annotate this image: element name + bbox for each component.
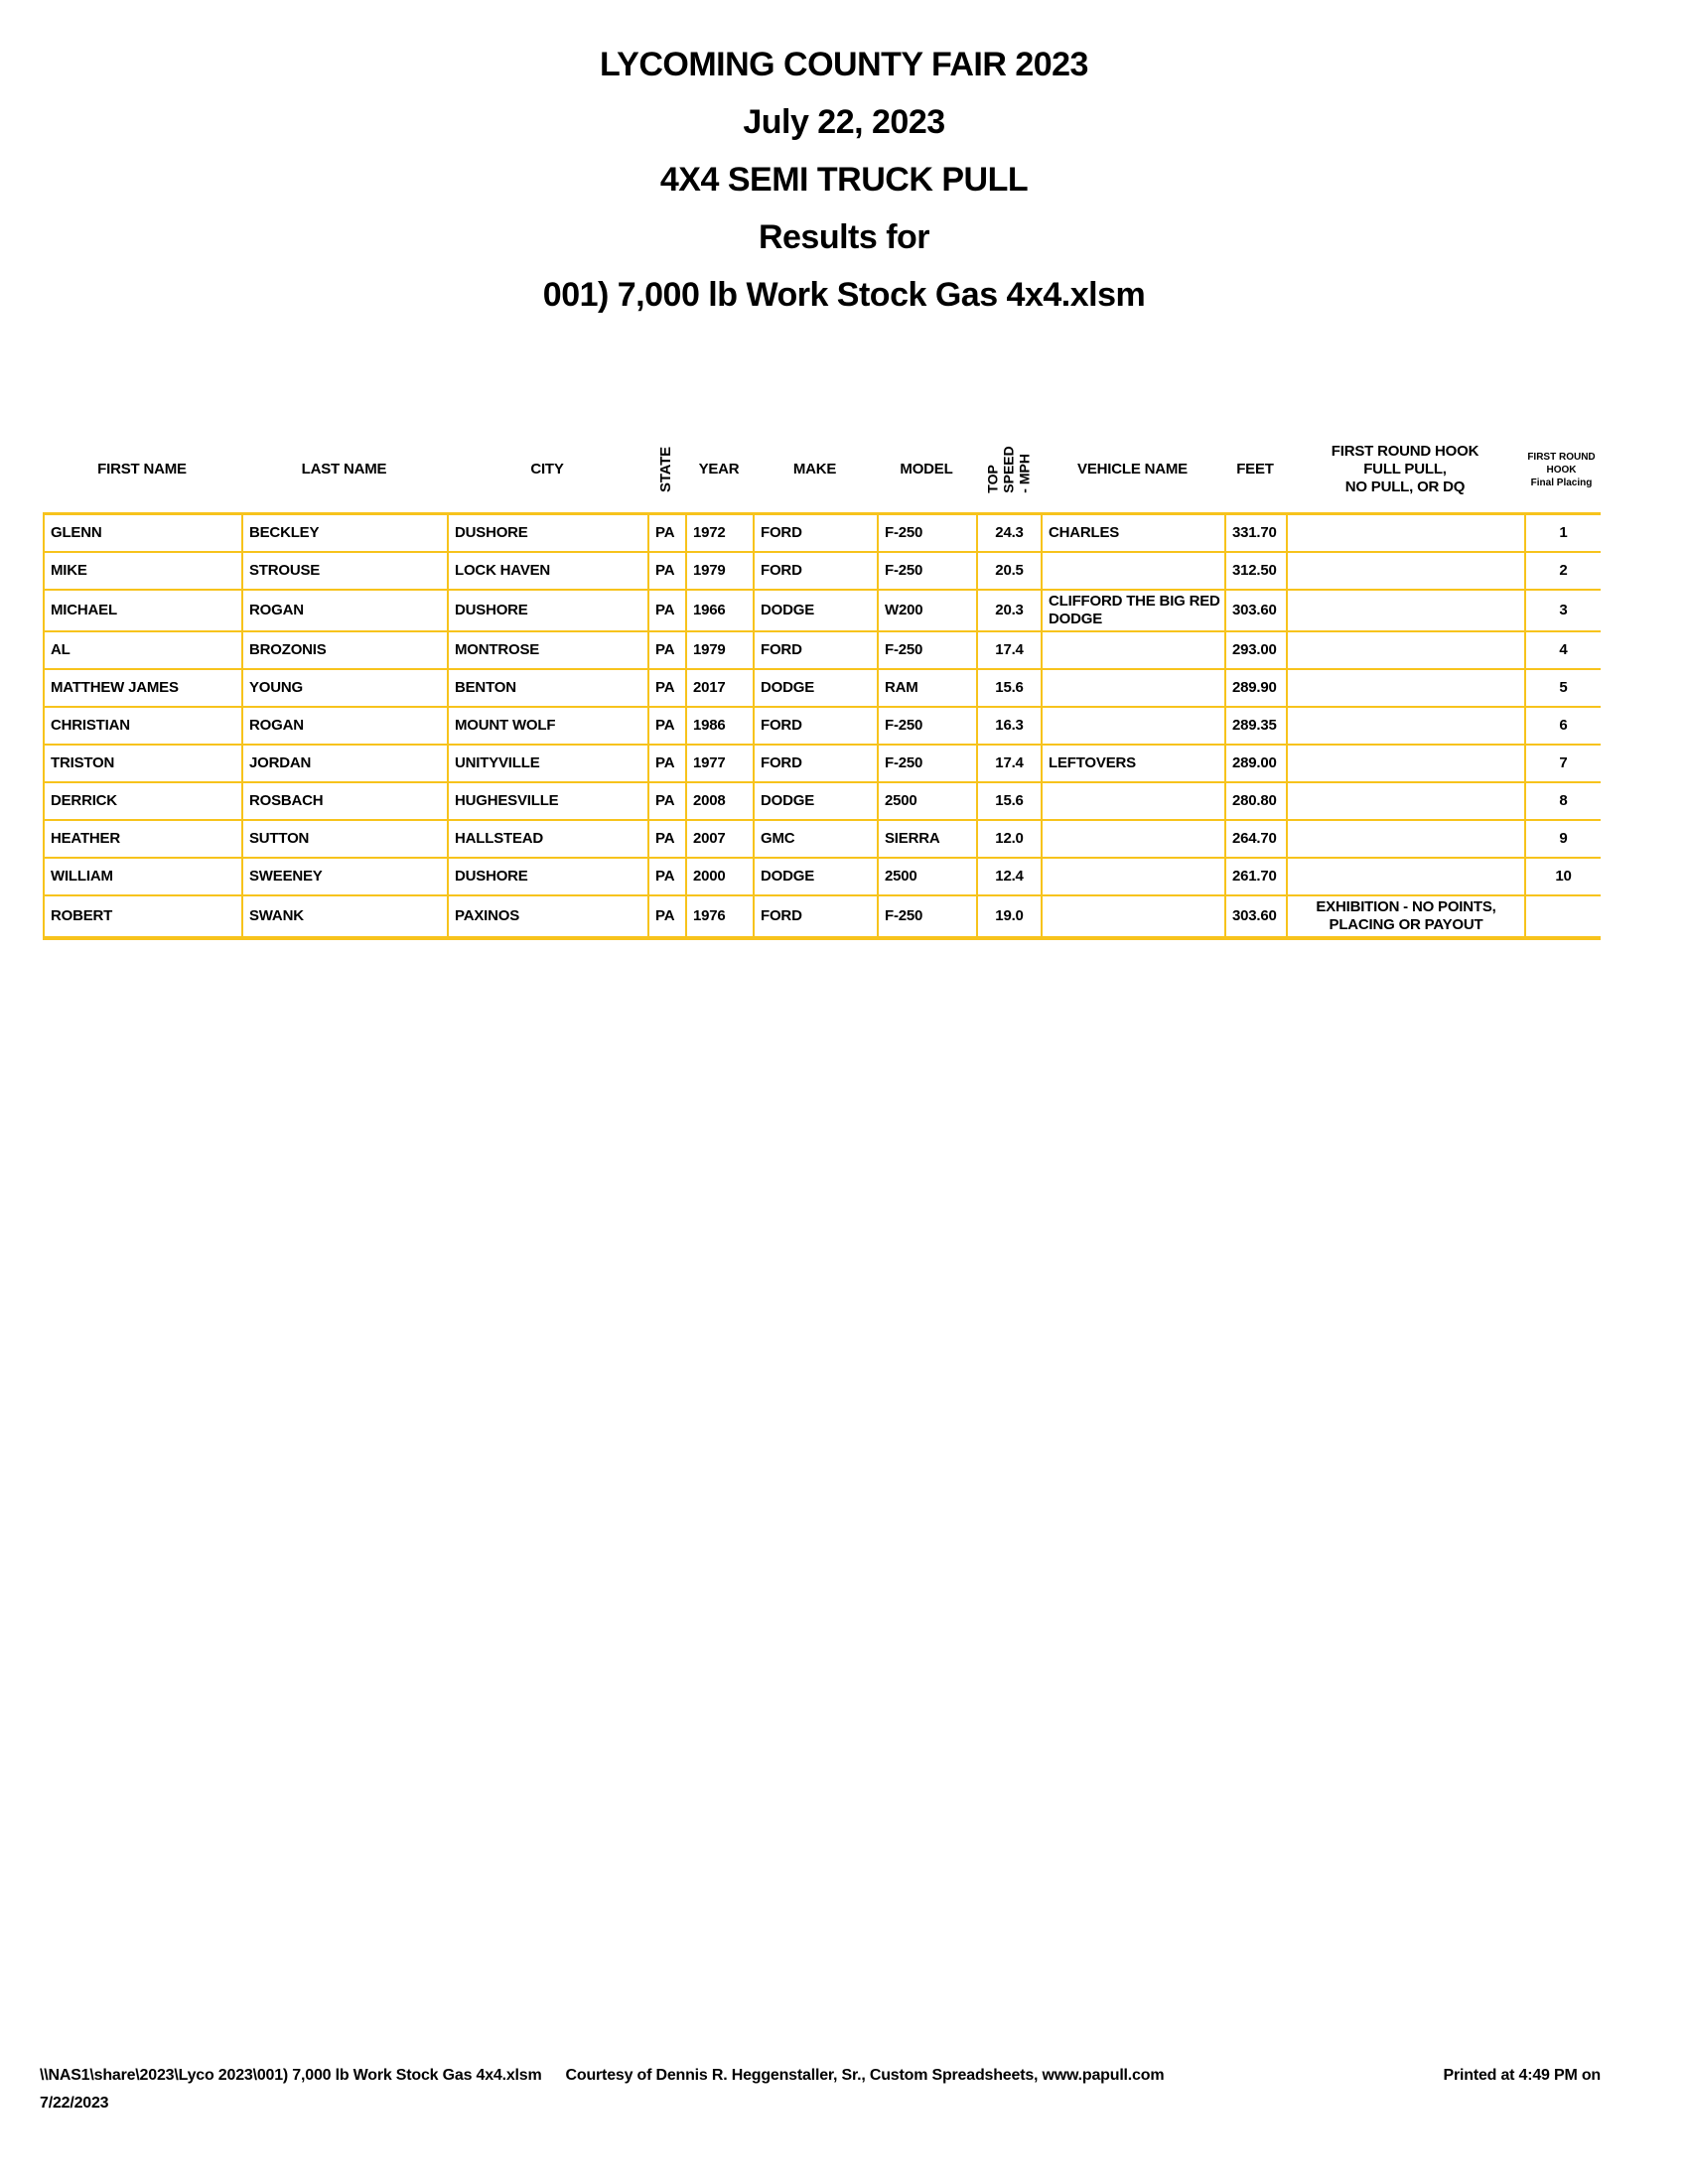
- cell-top-speed: 20.5: [978, 553, 1043, 589]
- class-file-title: 001) 7,000 lb Work Stock Gas 4x4.xlsm: [542, 276, 1146, 314]
- cell-make: FORD: [755, 515, 879, 551]
- cell-model: 2500: [879, 783, 978, 819]
- cell-top-speed: 16.3: [978, 708, 1043, 744]
- cell-city: HUGHESVILLE: [449, 783, 649, 819]
- table-row: [43, 553, 1601, 591]
- cell-model: RAM: [879, 670, 978, 706]
- cell-make: DODGE: [755, 783, 879, 819]
- cell-top-speed: 12.4: [978, 859, 1043, 894]
- cell-make: DODGE: [755, 670, 879, 706]
- footer-printed-at: Printed at 4:49 PM on: [1443, 2067, 1601, 2084]
- cell-first-name: MICHAEL: [45, 591, 243, 630]
- cell-feet: 303.60: [1226, 591, 1288, 630]
- cell-last-name: YOUNG: [243, 670, 449, 706]
- table-row: [43, 821, 1601, 859]
- cell-make: DODGE: [755, 859, 879, 894]
- cell-feet: 261.70: [1226, 859, 1288, 894]
- cell-last-name: STROUSE: [243, 553, 449, 589]
- cell-year: 1979: [687, 553, 755, 589]
- table-row: [43, 632, 1601, 670]
- cell-model: W200: [879, 591, 978, 630]
- cell-city: LOCK HAVEN: [449, 553, 649, 589]
- header-make: MAKE: [792, 461, 837, 478]
- cell-state: PA: [649, 632, 687, 668]
- cell-vehicle-name: [1043, 632, 1226, 668]
- cell-vehicle-name: CHARLES: [1043, 515, 1226, 551]
- cell-final-placing: 9: [1559, 830, 1568, 847]
- footer-file-info: [40, 2063, 1164, 2089]
- cell-year: 1977: [687, 746, 755, 781]
- cell-first-name: MIKE: [45, 553, 243, 589]
- title-block: [0, 36, 1688, 324]
- cell-top-speed: 17.4: [978, 746, 1043, 781]
- cell-vehicle-name: [1043, 783, 1226, 819]
- cell-vehicle-name: [1043, 708, 1226, 744]
- cell-last-name: BROZONIS: [243, 632, 449, 668]
- cell-first-name: TRISTON: [45, 746, 243, 781]
- cell-model: SIERRA: [879, 821, 978, 857]
- cell-model: F-250: [879, 553, 978, 589]
- cell-vehicle-name: [1043, 670, 1226, 706]
- header-last-name: LAST NAME: [301, 461, 387, 478]
- cell-final-placing: 1: [1559, 524, 1568, 541]
- event-title: LYCOMING COUNTY FAIR 2023: [600, 46, 1088, 83]
- cell-last-name: ROSBACH: [243, 783, 449, 819]
- cell-make: FORD: [755, 896, 879, 936]
- cell-first-round-hook: [1288, 859, 1526, 894]
- cell-feet: 289.35: [1226, 708, 1288, 744]
- cell-top-speed: 15.6: [978, 670, 1043, 706]
- cell-feet: 264.70: [1226, 821, 1288, 857]
- event-date: July 22, 2023: [743, 103, 945, 141]
- cell-make: FORD: [755, 632, 879, 668]
- header-first-name: FIRST NAME: [97, 461, 187, 478]
- cell-top-speed: 12.0: [978, 821, 1043, 857]
- cell-city: HALLSTEAD: [449, 821, 649, 857]
- footer-printed-date: 7/22/2023: [40, 2095, 109, 2112]
- page-footer: [40, 2063, 1601, 2118]
- cell-make: FORD: [755, 553, 879, 589]
- cell-top-speed: 24.3: [978, 515, 1043, 551]
- cell-city: BENTON: [449, 670, 649, 706]
- header-vehicle-name: VEHICLE NAME: [1077, 461, 1188, 478]
- cell-first-name: HEATHER: [45, 821, 243, 857]
- table-row: [43, 746, 1601, 783]
- cell-city: DUSHORE: [449, 515, 649, 551]
- header-model: MODEL: [900, 461, 953, 478]
- cell-feet: 293.00: [1226, 632, 1288, 668]
- cell-year: 2007: [687, 821, 755, 857]
- cell-last-name: BECKLEY: [243, 515, 449, 551]
- table-row: [43, 896, 1601, 939]
- cell-first-name: AL: [45, 632, 243, 668]
- cell-state: PA: [649, 708, 687, 744]
- cell-state: PA: [649, 896, 687, 936]
- cell-vehicle-name: [1043, 553, 1226, 589]
- cell-top-speed: 17.4: [978, 632, 1043, 668]
- cell-vehicle-name: [1043, 859, 1226, 894]
- table-row: [43, 859, 1601, 896]
- table-row: [43, 591, 1601, 632]
- cell-top-speed: 15.6: [978, 783, 1043, 819]
- cell-make: DODGE: [755, 591, 879, 630]
- cell-first-round-hook: EXHIBITION - NO POINTS, PLACING OR PAYOUT: [1288, 896, 1526, 936]
- cell-state: PA: [649, 670, 687, 706]
- cell-final-placing: 7: [1559, 754, 1568, 771]
- cell-model: F-250: [879, 515, 978, 551]
- header-city: CITY: [530, 461, 564, 478]
- cell-top-speed: 20.3: [978, 591, 1043, 630]
- header-year: YEAR: [698, 461, 740, 478]
- cell-state: PA: [649, 746, 687, 781]
- cell-feet: 331.70: [1226, 515, 1288, 551]
- cell-year: 1986: [687, 708, 755, 744]
- cell-make: FORD: [755, 708, 879, 744]
- cell-state: PA: [649, 783, 687, 819]
- cell-vehicle-name: [1043, 896, 1226, 936]
- event-class-title: 4X4 SEMI TRUCK PULL: [659, 161, 1029, 199]
- header-first-round-hook: FIRST ROUND HOOK FULL PULL, NO PULL, OR DQ: [1331, 443, 1479, 495]
- cell-first-round-hook: [1288, 746, 1526, 781]
- cell-vehicle-name: [1043, 821, 1226, 857]
- cell-state: PA: [649, 821, 687, 857]
- cell-first-round-hook: [1288, 553, 1526, 589]
- table-row: [43, 708, 1601, 746]
- table-row: [43, 515, 1601, 553]
- cell-city: DUSHORE: [449, 859, 649, 894]
- cell-first-name: GLENN: [45, 515, 243, 551]
- cell-first-round-hook: [1288, 591, 1526, 630]
- cell-state: PA: [649, 515, 687, 551]
- cell-feet: 289.90: [1226, 670, 1288, 706]
- cell-feet: 289.00: [1226, 746, 1288, 781]
- cell-last-name: ROGAN: [243, 708, 449, 744]
- cell-last-name: ROGAN: [243, 591, 449, 630]
- cell-model: F-250: [879, 746, 978, 781]
- cell-first-round-hook: [1288, 670, 1526, 706]
- cell-first-name: MATTHEW JAMES: [45, 670, 243, 706]
- cell-year: 2000: [687, 859, 755, 894]
- cell-first-round-hook: [1288, 632, 1526, 668]
- header-feet: FEET: [1236, 461, 1274, 478]
- cell-year: 2008: [687, 783, 755, 819]
- cell-first-name: ROBERT: [45, 896, 243, 936]
- cell-city: PAXINOS: [449, 896, 649, 936]
- cell-first-round-hook: [1288, 515, 1526, 551]
- cell-city: MONTROSE: [449, 632, 649, 668]
- cell-model: 2500: [879, 859, 978, 894]
- cell-last-name: SWANK: [243, 896, 449, 936]
- cell-last-name: SWEENEY: [243, 859, 449, 894]
- cell-first-name: DERRICK: [45, 783, 243, 819]
- cell-first-round-hook: [1288, 821, 1526, 857]
- footer-file-path: \\NAS1\share\2023\Lyco 2023\001) 7,000 lb Work Stock Gas 4x4.xlsm: [40, 2067, 542, 2084]
- cell-model: F-250: [879, 896, 978, 936]
- table-body: [43, 512, 1601, 940]
- table-header-row: [43, 427, 1601, 512]
- cell-make: FORD: [755, 746, 879, 781]
- footer-courtesy-text: Courtesy of Dennis R. Heggenstaller, Sr., Custom Spreadsheets, www.papull.com: [565, 2067, 1165, 2084]
- cell-state: PA: [649, 859, 687, 894]
- cell-year: 1966: [687, 591, 755, 630]
- cell-last-name: SUTTON: [243, 821, 449, 857]
- cell-state: PA: [649, 553, 687, 589]
- cell-final-placing: [1526, 896, 1601, 936]
- cell-year: 2017: [687, 670, 755, 706]
- cell-model: F-250: [879, 708, 978, 744]
- table-row: [43, 670, 1601, 708]
- cell-final-placing: 3: [1559, 602, 1568, 618]
- results-table: [43, 427, 1601, 940]
- cell-first-round-hook: [1288, 708, 1526, 744]
- cell-state: PA: [649, 591, 687, 630]
- header-state: STATE: [657, 447, 675, 492]
- cell-feet: 312.50: [1226, 553, 1288, 589]
- cell-final-placing: 4: [1559, 641, 1568, 658]
- cell-feet: 280.80: [1226, 783, 1288, 819]
- cell-final-placing: 5: [1559, 679, 1568, 696]
- cell-year: 1976: [687, 896, 755, 936]
- cell-city: MOUNT WOLF: [449, 708, 649, 744]
- results-for-label: Results for: [758, 218, 930, 256]
- cell-city: DUSHORE: [449, 591, 649, 630]
- header-top-speed: TOP SPEED - MPH: [984, 446, 1033, 493]
- table-row: [43, 783, 1601, 821]
- cell-final-placing: 10: [1555, 868, 1572, 885]
- cell-model: F-250: [879, 632, 978, 668]
- cell-first-round-hook: [1288, 783, 1526, 819]
- cell-first-name: CHRISTIAN: [45, 708, 243, 744]
- cell-year: 1979: [687, 632, 755, 668]
- header-final-placing: FIRST ROUND HOOK Final Placing: [1527, 451, 1596, 488]
- cell-year: 1972: [687, 515, 755, 551]
- cell-final-placing: 6: [1559, 717, 1568, 734]
- cell-last-name: JORDAN: [243, 746, 449, 781]
- cell-final-placing: 2: [1559, 562, 1568, 579]
- cell-feet: 303.60: [1226, 896, 1288, 936]
- cell-first-name: WILLIAM: [45, 859, 243, 894]
- cell-city: UNITYVILLE: [449, 746, 649, 781]
- cell-final-placing: 8: [1559, 792, 1568, 809]
- cell-vehicle-name: LEFTOVERS: [1043, 746, 1226, 781]
- cell-make: GMC: [755, 821, 879, 857]
- cell-vehicle-name: CLIFFORD THE BIG RED DODGE: [1043, 591, 1226, 630]
- cell-top-speed: 19.0: [978, 896, 1043, 936]
